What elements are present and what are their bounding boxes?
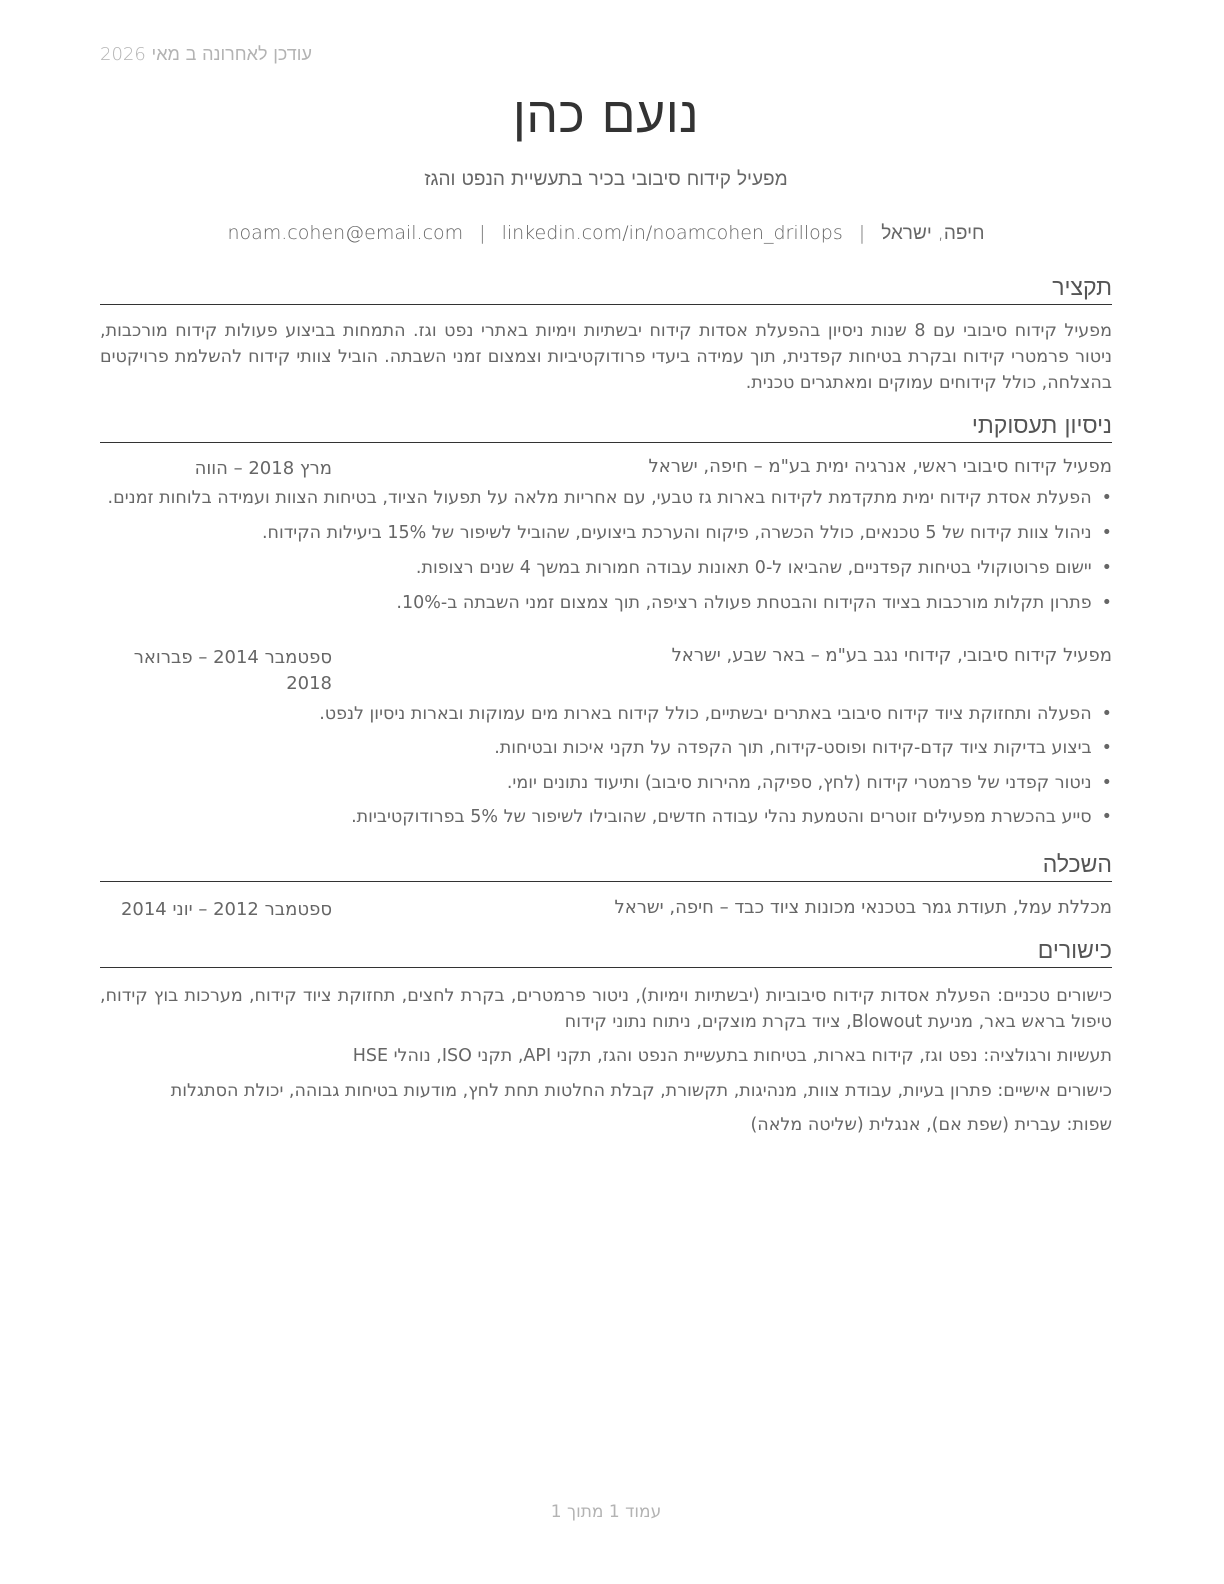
job-dates: ספטמבר 2014 – פברואר 2018 <box>133 647 332 694</box>
job-title: מפעיל קידוח סיבובי, קידוחי נגב בע"מ – באר שבע, ישראל <box>671 645 1112 666</box>
section-title-skills: כישורים <box>100 937 1112 968</box>
job-title: מפעיל קידוח סיבובי ראשי, אנרגיה ימית בע"מ – חיפה, ישראל <box>648 456 1112 477</box>
skill-line: כישורים אישיים: פתרון בעיות, עבודת צוות, מנהיגות, תקשורת, קבלת החלטות תחת לחץ, מודעות בטיחות גבוהה, יכולת הסתגלות <box>170 1081 1112 1101</box>
education-title: מכללת עמל, תעודת גמר בטכנאי מכונות ציוד כבד – חיפה, ישראל <box>614 897 1112 918</box>
candidate-name: נועם כהן <box>512 86 700 144</box>
contact-email[interactable]: noam.cohen@email.com <box>227 222 464 244</box>
job-bullet: •הפעלת אסדת קידוח ימית מתקדמת לקידוח בארות גז טבעי, עם אחריות מלאה על תפעול הציוד, בטיחות הצוות ועמידה בלוחות זמנים. <box>107 488 1112 508</box>
job-bullet: •ביצוע בדיקות ציוד קדם-קידוח ופוסט-קידוח, תוך הקפדה על תקני איכות ובטיחות. <box>494 738 1112 758</box>
summary-text: מפעיל קידוח סיבובי עם 8 שנות ניסיון בהפעלת אסדות קידוח יבשתיות וימיות באתרי נפט וגז. התמחות בביצוע פעולות קידוח מורכבות, ניטור פרמטרי קידוח ובקרת בטיחות קפדנית, תוך עמידה ביעדי פרודוקטיביות וצמצום זמני השבתה. הוביל צוותי קידוח להשלמת פרויקטים בהצלחה, כולל קידוחים עמוקים ומאתגרים טכנית. <box>100 321 1113 393</box>
last-updated: עודכן לאחרונה ב מאי 2026 <box>100 44 312 65</box>
resume-page <box>100 0 1112 1584</box>
job-bullet: •פתרון תקלות מורכבות בציוד הקידוח והבטחת פעולה רציפה, תוך צמצום זמני השבתה ב-10%. <box>396 593 1112 613</box>
section-title-experience: ניסיון תעסוקתי <box>100 412 1112 443</box>
skill-line: כישורים טכניים: הפעלת אסדות קידוח סיבוביות (יבשתיות וימיות), ניטור פרמטרים, בקרת לחצים, תחזוקת ציוד קידוח, מערכות בוץ קידוח, טיפול בראש באר, מניעת Blowout, ציוד בקרת מוצקים, ניתוח נתוני קידוח <box>100 986 1112 1032</box>
job-dates: מרץ 2018 – הווה <box>194 458 332 479</box>
page-number: עמוד 1 מתוך 1 <box>550 1502 662 1522</box>
contact-line <box>100 222 1112 245</box>
contact-location: חיפה, ישראל <box>881 222 985 244</box>
job-bullet: •ניטור קפדני של פרמטרי קידוח (לחץ, ספיקה, מהירות סיבוב) ותיעוד נתונים יומי. <box>506 773 1112 793</box>
skill-line: שפות: עברית (שפת אם), אנגלית (שליטה מלאה) <box>750 1115 1112 1135</box>
skill-line: תעשיות ורגולציה: נפט וגז, קידוח בארות, בטיחות בתעשיית הנפט והגז, תקני API, תקני ISO, נוהלי HSE <box>352 1046 1112 1066</box>
contact-separator: | <box>479 222 486 244</box>
contact-linkedin[interactable]: linkedin.com/in/noamcohen_drillops <box>501 222 843 244</box>
job-bullet: •ניהול צוות קידוח של 5 טכנאים, כולל הכשרה, פיקוח והערכת ביצועים, שהוביל לשיפור של 15% ביעילות הקידוח. <box>261 523 1112 543</box>
job-bullet: •הפעלה ותחזוקת ציוד קידוח סיבובי באתרים יבשתיים, כולל קידוח בארות מים עמוקות ובארות ניסיון לנפט. <box>319 704 1112 724</box>
section-title-education: השכלה <box>100 851 1112 882</box>
education-dates: ספטמבר 2012 – יוני 2014 <box>120 899 332 920</box>
section-title-summary: תקציר <box>100 274 1112 305</box>
job-bullet: •יישום פרוטוקולי בטיחות קפדניים, שהביאו ל-0 תאונות עבודה חמורות במשך 4 שנים רצופות. <box>415 558 1112 578</box>
job-bullet: •סייע בהכשרת מפעילים זוטרים והטמעת נהלי עבודה חדשים, שהובילו לשיפור של 5% בפרודוקטיביות. <box>351 807 1112 827</box>
job-header <box>100 456 1112 482</box>
candidate-headline: מפעיל קידוח סיבובי בכיר בתעשיית הנפט והגז <box>424 168 788 190</box>
contact-separator: | <box>858 222 866 244</box>
education-entry <box>100 897 1112 923</box>
job-header <box>100 645 1112 694</box>
